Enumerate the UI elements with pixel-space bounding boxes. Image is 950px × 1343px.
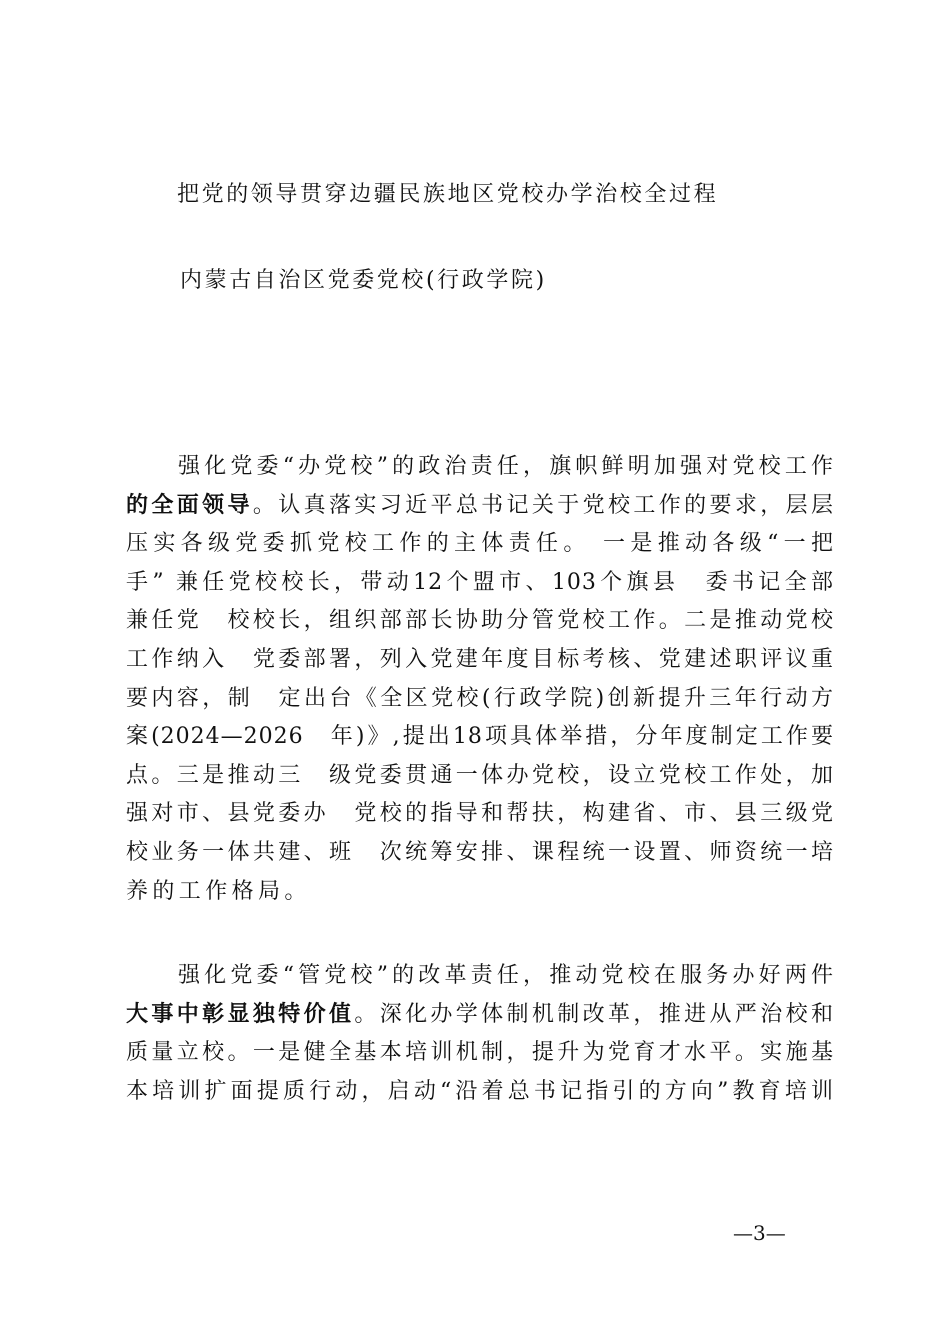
paragraph-line: 质量立校。一是健全基本培训机制，提升为党育才水平。实施基 [126,1040,834,1066]
paragraph-line [126,487,834,526]
paragraph-2 [126,957,834,1111]
document-title: 把党的领导贯穿边疆民族地区党校办学治校全过程 [177,182,719,207]
paragraph-line: 工作纳入 党委部署，列入党建年度目标考核、党建述职评议重 [126,646,834,672]
page-number: —3— [733,1221,786,1245]
paragraph-line: 要内容，制 定出台《全区党校(行政学院)创新提升三年行动方 [126,685,834,711]
paragraph-line: 兼任党 校校长，组织部部长协助分管党校工作。二是推动党校 [126,608,834,634]
bold-lead-text: 的全面领导 [126,492,253,518]
paragraph-line [126,996,834,1035]
paragraph-line: 校业务一体共建、班 次统筹安排、课程统一设置、师资统一培 [126,839,834,865]
paragraph-line: 强化党委“管党校”的改革责任，推动党校在服务办好两件 [178,963,834,988]
paragraph-line: 本培训扩面提质行动，启动“沿着总书记指引的方向”教育培训 [126,1078,834,1104]
paragraph-line: 手” 兼任党校校长，带动12个盟市、103个旗县 委书记全部 [126,569,834,595]
document-author: 内蒙古自治区党委党校(行政学院) [180,268,547,293]
paragraph-1 [126,448,834,911]
paragraph-line: 强对市、县党委办 党校的指导和帮扶，构建省、市、县三级党 [126,801,834,827]
paragraph-line: 强化党委“办党校”的政治责任，旗帜鲜明加强对党校工作 [178,454,834,479]
paragraph-line: 点。三是推动三 级党委贯通一体办党校，设立党校工作处，加 [126,762,834,788]
paragraph-line: 养的工作格局。 [126,878,311,904]
paragraph-line: 案(2024—2026 年)》,提出18项具体举措，分年度制定工作要 [126,724,834,750]
paragraph-line-text: 。认真落实习近平总书记关于党校工作的要求，层层 [252,492,834,518]
paragraph-line: 压实各级党委抓党校工作的主体责任。 一是推动各级“一把 [126,531,834,557]
paragraph-line-text: 。深化办学体制机制改革，推进从严治校和 [354,1001,834,1027]
bold-lead-text: 大事中彰显独特价值 [126,1001,355,1027]
